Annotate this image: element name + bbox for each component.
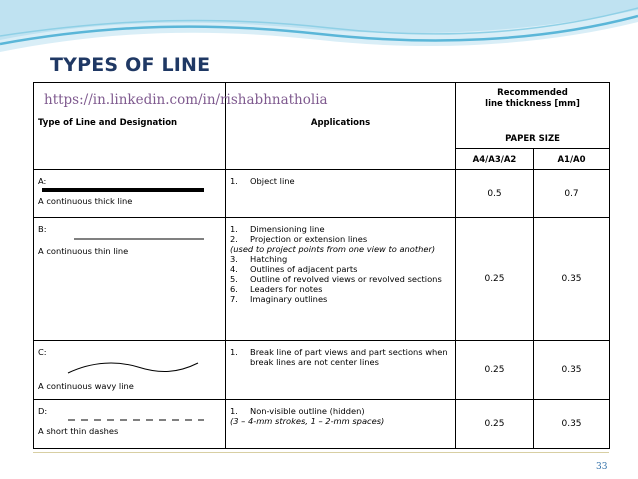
applications-list	[230, 224, 451, 304]
line-type-cell	[34, 218, 226, 341]
table-row	[34, 400, 610, 449]
size-b-header-cell	[534, 149, 610, 170]
line-type-cell	[34, 341, 226, 400]
list-item: 5. Outline of revolved views or revolved sections	[230, 274, 442, 284]
table-row	[34, 341, 610, 400]
list-item: 3. Hatching	[230, 254, 288, 264]
list-note: (3 – 4-mm strokes, 1 – 2-mm spaces)	[230, 416, 385, 426]
list-note: (used to project points from one view to another)	[230, 244, 436, 254]
thickness-a1-value: 0.35	[534, 400, 610, 449]
line-type-cell	[34, 170, 226, 218]
type-column-header: Type of Line and Designation	[38, 118, 178, 128]
thickness-a4-value: 0.25	[456, 341, 534, 400]
line-type-cell	[34, 400, 226, 449]
size-b-header: A1/A0	[557, 154, 586, 165]
recommended-header-line1: Recommended	[497, 88, 568, 98]
applications-list	[230, 406, 451, 426]
footer-divider	[33, 452, 609, 453]
applications-list	[230, 176, 451, 186]
dashed-line-sample	[38, 416, 208, 424]
table-row	[34, 170, 610, 218]
thickness-a4-value: 0.5	[456, 170, 534, 218]
header-wave-decoration	[0, 0, 638, 60]
thickness-a4-value: 0.25	[456, 400, 534, 449]
line-letter: A:	[38, 176, 47, 186]
table-row	[34, 218, 610, 341]
thin-line-sample	[38, 234, 208, 244]
list-item: 1. Non-visible outline (hidden)	[230, 406, 365, 416]
thickness-a1-value: 0.35	[534, 341, 610, 400]
list-item: 1. Object line	[230, 176, 295, 186]
list-item: 1. Break line of part views and part sections when break lines are not center lines	[230, 347, 448, 367]
line-description: A continuous thick line	[38, 196, 133, 206]
linkedin-link[interactable]: https://in.linkedin.com/in/rishabhnatholia	[44, 92, 328, 108]
slide-title: TYPES OF LINE	[50, 54, 211, 76]
line-description: A continuous thin line	[38, 246, 129, 256]
applications-list	[230, 347, 451, 367]
line-description: A short thin dashes	[38, 426, 119, 436]
line-description: A continuous wavy line	[38, 381, 134, 391]
thickness-a1-value: 0.35	[534, 218, 610, 341]
list-item: 6. Leaders for notes	[230, 284, 323, 294]
wavy-line-sample	[38, 357, 208, 379]
paper-size-cell	[456, 133, 610, 149]
size-a-header: A4/A3/A2	[472, 154, 517, 165]
applications-cell	[226, 170, 456, 218]
applications-cell	[226, 218, 456, 341]
list-item: 4. Outlines of adjacent parts	[230, 264, 358, 274]
line-letter: C:	[38, 347, 47, 357]
recommended-header-cell	[456, 83, 610, 134]
page-number: 33	[596, 462, 608, 472]
thick-line-sample	[38, 186, 208, 194]
line-types-table	[33, 82, 610, 449]
thickness-a1-value: 0.7	[534, 170, 610, 218]
app-column-header: Applications	[310, 118, 371, 128]
list-item: 7. Imaginary outlines	[230, 294, 328, 304]
size-a-header-cell	[456, 149, 534, 170]
applications-cell	[226, 400, 456, 449]
thickness-a4-value: 0.25	[456, 218, 534, 341]
applications-cell	[226, 341, 456, 400]
line-letter: D:	[38, 406, 48, 416]
recommended-header-line2: line thickness [mm]	[485, 99, 580, 109]
line-letter: B:	[38, 224, 47, 234]
paper-size-header: PAPER SIZE	[505, 134, 560, 144]
list-item: 1. Dimensioning line	[230, 224, 325, 234]
list-item: 2. Projection or extension lines	[230, 234, 368, 244]
